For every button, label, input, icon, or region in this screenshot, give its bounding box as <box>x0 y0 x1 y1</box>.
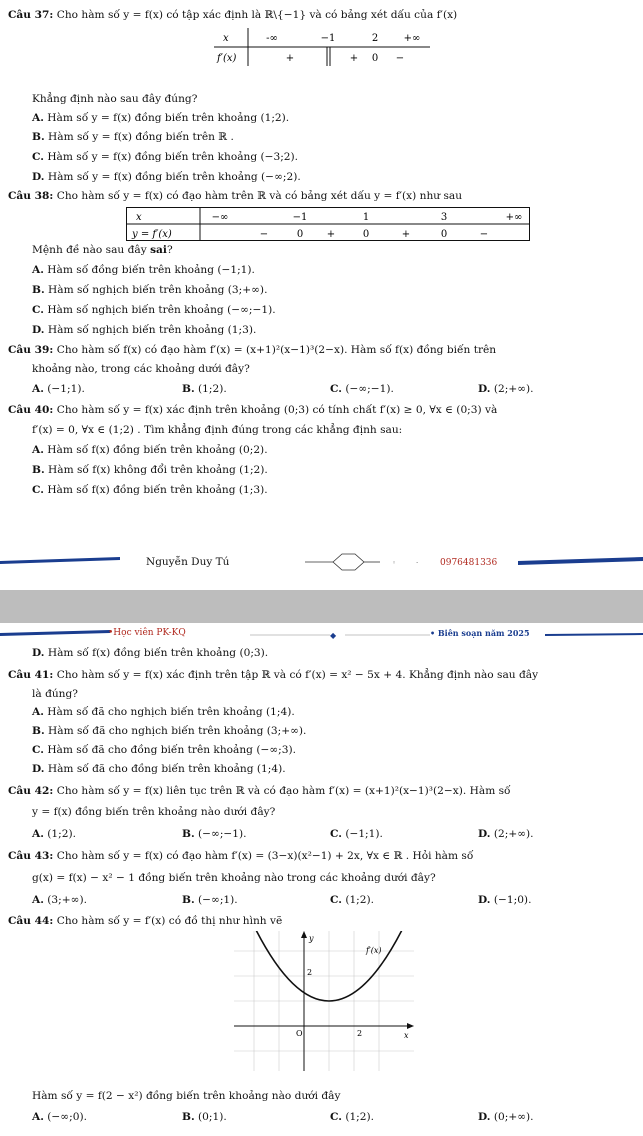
q37-option-a[interactable]: A. Hàm số y = f(x) đồng biến trên khoảng (1;2). <box>32 112 290 124</box>
q38-x-0: −∞ <box>211 212 229 223</box>
q42-option-b[interactable]: B. (−∞;−1). <box>182 828 247 840</box>
q43-option-a[interactable]: A. (3;+∞). <box>32 894 87 906</box>
q38-sign-table <box>126 207 530 241</box>
q38-x-1: −1 <box>292 212 308 223</box>
header-decoration <box>0 623 643 643</box>
q43-stem2: g(x) = f(x) − x² − 1 đồng biến trên khoảng nào trong các khoảng dưới đây? <box>32 872 436 884</box>
q38-ask: Mệnh đề nào sau đây sai? <box>32 244 173 256</box>
q38-sign-0: − <box>259 229 269 240</box>
q37-sign-1: + <box>349 53 359 64</box>
q40-option-c[interactable]: C. Hàm số f(x) đồng biến trên khoảng (1;3). <box>32 484 268 496</box>
q40-label: Câu 40: <box>8 404 54 416</box>
q41-option-a[interactable]: A. Hàm số đã cho nghịch biến trên khoảng (1;4). <box>32 706 295 718</box>
q43-option-b[interactable]: B. (−∞;1). <box>182 894 238 906</box>
q42-option-d[interactable]: D. (2;+∞). <box>478 828 534 840</box>
q39-label: Câu 39: <box>8 344 54 356</box>
q44-label: Câu 44: <box>8 915 54 927</box>
q39-option-d[interactable]: D. (2;+∞). <box>478 383 534 395</box>
q37-x-2: 2 <box>371 33 379 44</box>
q38-sign-1: 0 <box>296 229 304 240</box>
q39-stem: Cho hàm số f(x) có đạo hàm f′(x) = (x+1)²(x−1)³(2−x). Hàm số f(x) đồng biến trên <box>56 344 497 356</box>
q37-sign-0: + <box>285 53 295 64</box>
header-left: •Học viên PK-KQ <box>108 628 186 638</box>
q38-fp-label: y = f′(x) <box>132 229 172 240</box>
q39-option-c[interactable]: C. (−∞;−1). <box>330 383 394 395</box>
q44-option-a[interactable]: A. (−∞;0). <box>32 1111 87 1123</box>
q40-option-b[interactable]: B. Hàm số f(x) không đổi trên khoảng (1;2). <box>32 464 268 476</box>
q40-stem-line <box>8 403 497 417</box>
q38-sign-2: + <box>326 229 336 240</box>
q37-x-1: −1 <box>320 33 336 44</box>
q44-tick-top: 2 <box>307 968 313 977</box>
q37-sign-table <box>214 28 430 66</box>
q41-option-c[interactable]: C. Hàm số đã cho đồng biến trên khoảng (−∞;3). <box>32 744 296 756</box>
q42-stem-line <box>8 784 511 798</box>
q38-option-b[interactable]: B. Hàm số nghịch biến trên khoảng (3;+∞). <box>32 284 268 296</box>
q38-stem-line <box>8 189 462 203</box>
q41-stem-line <box>8 668 538 682</box>
q40-option-a[interactable]: A. Hàm số f(x) đồng biến trên khoảng (0;2). <box>32 444 268 456</box>
svg-text:·: · <box>416 559 419 567</box>
svg-text:◆: ◆ <box>330 631 337 640</box>
q40-stem2: f′(x) = 0, ∀x ∈ (1;2) . Tìm khẳng định đúng trong các khẳng định sau: <box>32 424 403 436</box>
q38-option-c[interactable]: C. Hàm số nghịch biến trên khoảng (−∞;−1). <box>32 304 276 316</box>
q41-option-d[interactable]: D. Hàm số đã cho đồng biến trên khoảng (1;4). <box>32 763 286 775</box>
q44-curve-label: f′(x) <box>366 946 382 955</box>
header-right: • Biên soạn năm 2025 <box>430 628 530 638</box>
footer-author: Nguyễn Duy Tú <box>146 556 230 568</box>
q41-stem: Cho hàm số y = f(x) xác định trên tập ℝ và có f′(x) = x² − 5x + 4. Khẳng định nào sau đây <box>56 669 539 681</box>
q43-option-d[interactable]: D. (−1;0). <box>478 894 532 906</box>
q37-label: Câu 37: <box>8 9 54 21</box>
q41-stem2: là đúng? <box>32 688 78 700</box>
q37-sign-2: 0 <box>371 53 379 64</box>
q39-stem-line <box>8 343 496 357</box>
q37-ask: Khẳng định nào sau đây đúng? <box>32 93 198 105</box>
q39-option-b[interactable]: B. (1;2). <box>182 383 227 395</box>
footer-phone: 0976481336 <box>440 558 498 568</box>
q38-option-a[interactable]: A. Hàm số đồng biến trên khoảng (−1;1). <box>32 264 255 276</box>
footer-decoration <box>0 540 643 590</box>
page-gap <box>0 590 643 623</box>
page-2 <box>0 623 643 1136</box>
q37-option-c[interactable]: C. Hàm số y = f(x) đồng biến trên khoảng (−3;2). <box>32 151 299 163</box>
q39-stem2: khoảng nào, trong các khoảng dưới đây? <box>32 363 250 375</box>
q41-option-b[interactable]: B. Hàm số đã cho nghịch biến trên khoảng (3;+∞). <box>32 725 307 737</box>
q38-sign-4: + <box>401 229 411 240</box>
q44-option-d[interactable]: D. (0;+∞). <box>478 1111 534 1123</box>
q37-fp-label: f′(x) <box>217 53 237 64</box>
q38-x-2: 1 <box>362 212 370 223</box>
q37-x-3: +∞ <box>403 33 421 44</box>
q40-option-d[interactable]: D. Hàm số f(x) đồng biến trên khoảng (0;3). <box>32 647 269 659</box>
q44-ask: Hàm số y = f(2 − x²) đồng biến trên khoảng nào dưới đây <box>32 1090 341 1102</box>
q37-x-label: x <box>223 33 229 44</box>
q43-stem: Cho hàm số y = f(x) có đạo hàm f′(x) = (3−x)(x²−1) + 2x, ∀x ∈ ℝ . Hỏi hàm số <box>56 850 474 862</box>
q44-graph <box>234 931 414 1071</box>
q38-x-label: x <box>136 212 142 223</box>
q37-sign-3: − <box>395 53 405 64</box>
q38-sign-5: 0 <box>440 229 448 240</box>
q37-stem-line <box>8 8 457 22</box>
q38-sign-6: − <box>479 229 489 240</box>
q44-x-label: x <box>404 1031 409 1040</box>
q38-x-3: 3 <box>440 212 448 223</box>
q38-option-d[interactable]: D. Hàm số nghịch biến trên khoảng (1;3). <box>32 324 257 336</box>
q38-sign-3: 0 <box>362 229 370 240</box>
q37-option-d[interactable]: D. Hàm số y = f(x) đồng biến trên khoảng (−∞;2). <box>32 171 301 183</box>
q42-option-c[interactable]: C. (−1;1). <box>330 828 383 840</box>
q38-stem: Cho hàm số y = f(x) có đạo hàm trên ℝ và có bảng xét dấu y = f′(x) như sau <box>56 190 463 202</box>
q37-option-b[interactable]: B. Hàm số y = f(x) đồng biến trên ℝ . <box>32 131 234 143</box>
q42-stem: Cho hàm số y = f(x) liên tục trên ℝ và có đạo hàm f′(x) = (x+1)²(x−1)³(2−x). Hàm số <box>56 785 511 797</box>
q44-y-label: y <box>309 934 314 943</box>
q42-option-a[interactable]: A. (1;2). <box>32 828 76 840</box>
q43-label: Câu 43: <box>8 850 54 862</box>
q44-option-c[interactable]: C. (1;2). <box>330 1111 374 1123</box>
q37-x-0: -∞ <box>266 33 278 44</box>
q43-stem-line <box>8 849 473 863</box>
q44-stem-line <box>8 914 282 928</box>
q38-x-4: +∞ <box>505 212 523 223</box>
q42-stem2: y = f(x) đồng biến trên khoảng nào dưới đây? <box>32 806 276 818</box>
q43-option-c[interactable]: C. (1;2). <box>330 894 374 906</box>
q40-stem: Cho hàm số y = f(x) xác định trên khoảng (0;3) có tính chất f′(x) ≥ 0, ∀x ∈ (0;3) và <box>56 404 498 416</box>
q39-option-a[interactable]: A. (−1;1). <box>32 383 85 395</box>
q37-stem: Cho hàm số y = f(x) có tập xác định là ℝ\{−1} và có bảng xét dấu của f′(x) <box>56 9 458 21</box>
q44-option-b[interactable]: B. (0;1). <box>182 1111 227 1123</box>
q42-label: Câu 42: <box>8 785 54 797</box>
q44-stem: Cho hàm số y = f′(x) có đồ thị như hình vẽ <box>56 915 283 927</box>
q44-tick-right: 2 <box>357 1029 363 1038</box>
q44-tick-origin: O <box>296 1029 303 1038</box>
svg-text:◦: ◦ <box>392 559 397 567</box>
q41-label: Câu 41: <box>8 669 54 681</box>
q38-label: Câu 38: <box>8 190 54 202</box>
